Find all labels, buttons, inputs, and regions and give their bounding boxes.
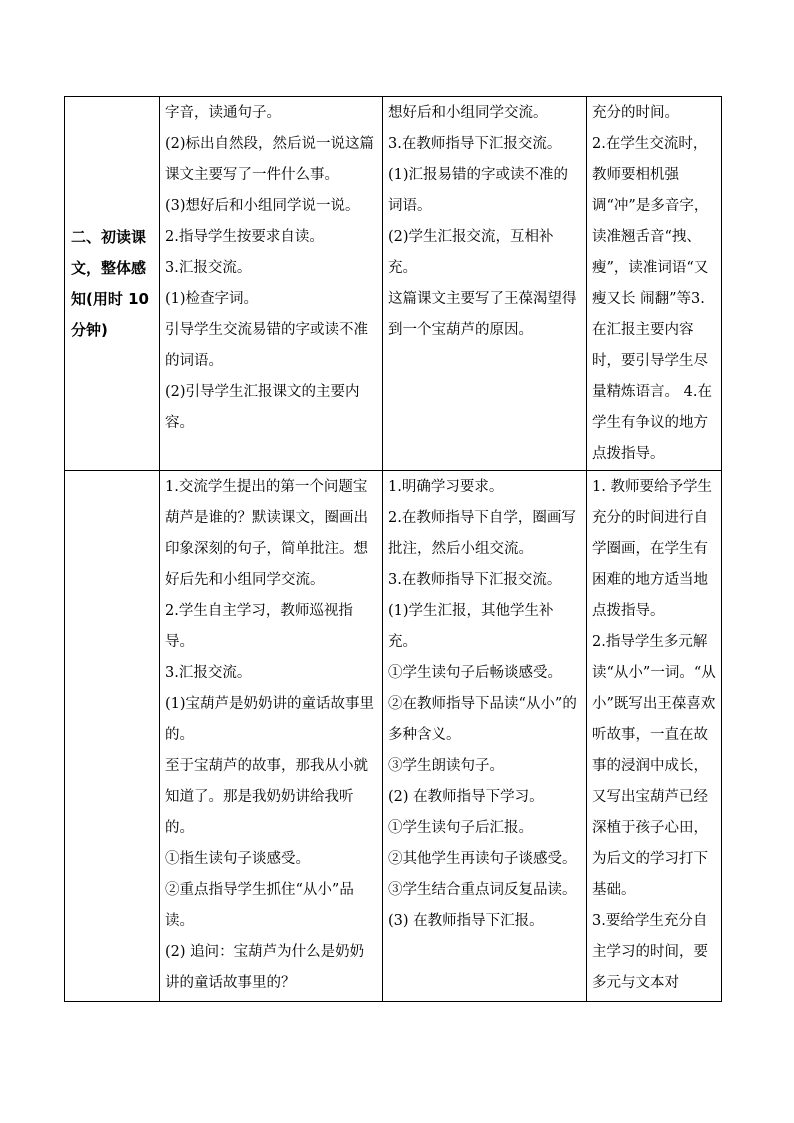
paragraph: 想好后和小组同学交流。 [388, 105, 548, 121]
paragraph: (1)汇报易错的字或读不准的词语。 [388, 167, 569, 214]
paragraph: 3.汇报交流。 [165, 260, 252, 276]
paragraph: 3.在教师指导下汇报交流。 [388, 572, 562, 588]
paragraph: ②在教师指导下品读“从小”的多种含义。 [388, 696, 577, 743]
paragraph: (2) 追问：宝葫芦为什么是奶奶讲的童话故事里的？ [165, 944, 365, 991]
student-activity-cell [383, 471, 587, 1002]
paragraph: (1)检查字词。 [165, 291, 259, 307]
lesson-plan-table [64, 96, 722, 1002]
paragraph: ②重点指导学生抓住“从小”品读。 [165, 882, 354, 929]
paragraph: 3.在教师指导下汇报交流。 [388, 136, 562, 152]
paragraph: (1)宝葫芦是奶奶讲的童话故事里的。 [165, 696, 375, 743]
teacher-activity-cell [160, 97, 383, 471]
table-row [65, 97, 722, 471]
paragraph: ①学生读句子后畅谈感受。 [388, 665, 562, 681]
paragraph: 这篇课文主要写了王葆渴望得到一个宝葫芦的原因。 [388, 291, 577, 338]
paragraph: ②其他学生再读句子谈感受。 [388, 851, 577, 867]
paragraph: 充分的时间。 [592, 105, 679, 121]
paragraph: 2.学生自主学习，教师巡视指导。 [165, 603, 353, 650]
student-activity-cell [383, 97, 587, 471]
paragraph: 字音，读通句子。 [165, 105, 281, 121]
paragraph: 1. 教师要给予学生充分的时间进行自学圈画，在学生有困难的地方适当地点拨指导。 [592, 479, 712, 619]
paragraph: 引导学生交流易错的字或读不准的词语。 [165, 322, 368, 369]
teacher-activity-cell [160, 471, 383, 1002]
paragraph: 2.指导学生按要求自读。 [165, 229, 324, 245]
table-row [65, 471, 722, 1002]
paragraph: (3)想好后和小组同学说一说。 [165, 198, 360, 214]
paragraph: ①指生读句子谈感受。 [165, 851, 310, 867]
design-notes-cell [587, 471, 722, 1002]
paragraph: 至于宝葫芦的故事，那我从小就知道了。那是我奶奶讲给我听的。 [165, 758, 368, 836]
paragraph: (2) 在教师指导下学习。 [388, 789, 544, 805]
paragraph: ③学生结合重点词反复品读。 [388, 882, 577, 898]
paragraph: (2)标出自然段，然后说一说这篇课文主要写了一件什么事。 [165, 136, 375, 183]
paragraph: 3.汇报交流。 [165, 665, 252, 681]
paragraph: 3.要给学生充分自主学习的时间，要多元与文本对 [592, 913, 708, 991]
paragraph: 2.指导学生多元解读“从小”一词。“从小”既写出王葆喜欢听故事，一直在故事的浸润中成长，又写出宝葫芦已经深植于孩子心田，为后文的学习打下基础。 [592, 634, 716, 898]
stage-label: 二、初读课文，整体感知(用时 10 分钟) [71, 227, 149, 339]
paragraph: 1.明确学习要求。 [388, 479, 504, 495]
paragraph: 2.在学生交流时，教师要相机强调“冲”是多音字，读准翘舌音“拽、瘦”，读准词语“又瘦又长 闹翻”等3.在汇报主要内容时，要引导学生尽量精炼语言。 4.在学生有争议的地方点拨指导。 [592, 136, 712, 462]
paragraph: (1)学生汇报，其他学生补充。 [388, 603, 554, 650]
stage-cell [65, 97, 160, 471]
paragraph: ③学生朗读句子。 [388, 758, 504, 774]
paragraph: 2.在教师指导下自学，圈画写批注，然后小组交流。 [388, 510, 576, 557]
paragraph: ①学生读句子后汇报。 [388, 820, 533, 836]
paragraph: (3) 在教师指导下汇报。 [388, 913, 544, 929]
paragraph: (2)引导学生汇报课文的主要内容。 [165, 384, 360, 431]
stage-cell [65, 471, 160, 1002]
paragraph: (2)学生汇报交流，互相补充。 [388, 229, 554, 276]
design-notes-cell [587, 97, 722, 471]
paragraph: 1.交流学生提出的第一个问题宝葫芦是谁的？默读课文，圈画出印象深刻的句子，简单批注。想好后先和小组同学交流。 [165, 479, 368, 588]
